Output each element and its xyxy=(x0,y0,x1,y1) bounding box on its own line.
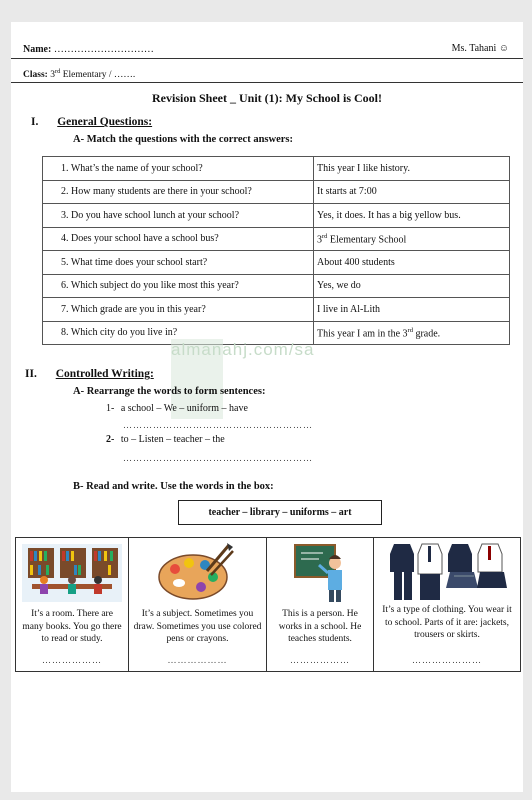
section-2-instruction-b: B- Read and write. Use the words in the box: xyxy=(73,481,274,492)
answer-cell: I live in Al-Lith xyxy=(314,298,510,322)
answer-cell: About 400 students xyxy=(314,251,510,275)
answer-cell: 3rd Elementary School xyxy=(314,227,510,251)
answer-line-1[interactable]: ………………………………………………… xyxy=(123,420,313,430)
answer-cell: It starts at 7:00 xyxy=(314,180,510,204)
question-cell: 6. Which subject do you like most this year? xyxy=(43,274,314,298)
table-row xyxy=(43,274,510,298)
card-library xyxy=(16,538,129,671)
rearrange-item-2: 2- to – Listen – teacher – the xyxy=(106,434,225,445)
card-text: It’s a type of clothing. You wear it to school. Parts of it are: jackets, trousers or skirts. xyxy=(382,605,512,640)
table-row xyxy=(43,251,510,275)
class-label: Class: xyxy=(23,70,48,81)
table-row xyxy=(43,180,510,204)
section-2-heading: II. Controlled Writing: xyxy=(25,368,154,380)
rearrange-item-1: 1- a school – We – uniform – have xyxy=(106,403,248,414)
question-cell: 1. What’s the name of your school? xyxy=(43,157,314,181)
table-row xyxy=(43,157,510,181)
question-cell: 8. Which city do you live in? xyxy=(43,321,314,345)
name-blank: ………………………… xyxy=(53,44,154,55)
paint-palette-icon xyxy=(155,541,235,603)
answer-line-2[interactable]: ………………………………………………… xyxy=(123,453,313,463)
word-box: teacher – library – uniforms – art xyxy=(178,500,382,525)
library-icon xyxy=(22,544,122,602)
question-cell: 7. Which grade are you in this year? xyxy=(43,298,314,322)
card-text: It’s a subject. Sometimes you draw. Sometimes you use colored pens or crayons. xyxy=(133,609,262,644)
watermark-text: almanahj.com/sa xyxy=(171,340,315,359)
card-text: This is a person. He works in a school. He teaches students. xyxy=(278,609,362,644)
section-1-heading: I. General Questions: xyxy=(31,116,153,128)
card-art xyxy=(129,538,267,671)
divider xyxy=(11,58,523,59)
answer-cell: This year I like history. xyxy=(314,157,510,181)
answer-cell: Yes, it does. It has a big yellow bus. xyxy=(314,204,510,228)
teacher-name: Ms. Tahani ☺ xyxy=(451,43,509,54)
card-answer-blank[interactable]: ……………… xyxy=(42,655,102,665)
section-1-instruction: A- Match the questions with the correct answers: xyxy=(73,134,293,145)
page-title: Revision Sheet _ Unit (1): My School is Cool! xyxy=(152,91,382,105)
question-cell: 3. Do you have school lunch at your school? xyxy=(43,204,314,228)
card-text: It’s a room. There are many books. You go there to read or study. xyxy=(22,609,122,644)
section-2-instruction-a: A- Rearrange the words to form sentences: xyxy=(73,386,266,397)
card-teacher xyxy=(267,538,374,671)
table-row xyxy=(43,298,510,322)
table-row xyxy=(43,227,510,251)
question-cell: 4. Does your school have a school bus? xyxy=(43,227,314,251)
card-answer-blank[interactable]: ………………… xyxy=(412,655,482,665)
divider xyxy=(11,82,523,83)
card-answer-blank[interactable]: ……………… xyxy=(167,655,228,665)
matching-table xyxy=(42,156,510,345)
uniforms-icon xyxy=(388,540,508,602)
card-answer-blank[interactable]: ……………… xyxy=(290,655,350,665)
question-cell: 5. What time does your school start? xyxy=(43,251,314,275)
answer-cell: Yes, we do xyxy=(314,274,510,298)
worksheet-page xyxy=(11,22,523,792)
question-cell: 2. How many students are there in your school? xyxy=(43,180,314,204)
card-uniforms xyxy=(374,538,520,671)
picture-cards xyxy=(15,537,521,672)
name-field xyxy=(23,44,154,55)
teacher-icon xyxy=(291,541,351,603)
name-label: Name: xyxy=(23,44,52,55)
table-row xyxy=(43,204,510,228)
answer-cell: This year I am in the 3rd grade. xyxy=(314,321,510,345)
class-field: Class: 3rd Elementary / ……. xyxy=(23,68,136,81)
